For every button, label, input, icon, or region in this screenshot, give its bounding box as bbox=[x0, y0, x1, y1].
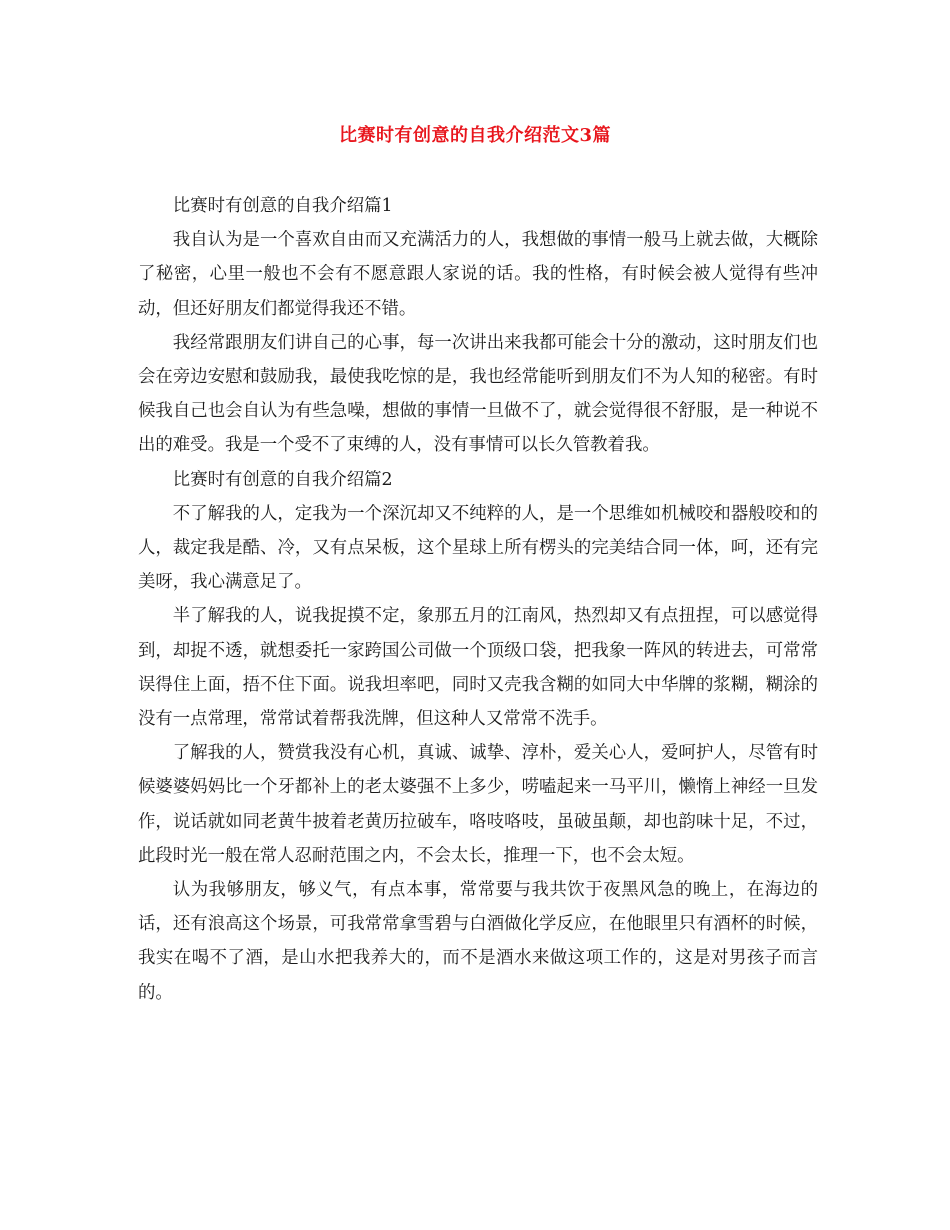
section-heading-2: 比赛时有创意的自我介绍篇2 bbox=[172, 469, 393, 490]
document-title: 比赛时有创意的自我介绍范文3篇 bbox=[338, 125, 612, 146]
section-heading-1: 比赛时有创意的自我介绍篇1 bbox=[172, 196, 393, 216]
paragraph: 认为我够朋友，够义气，有点本事，常常要与我共饮于夜黑风急的晚上，在海边的话，还有浪高这个场景，可我常常拿雪碧与白酒做化学反应，在他眼里只有酒杯的时候，我实在喝不了酒，是山水把我养大的，而不是酒水来做这项工作的，这是对男孩子而言的。 bbox=[138, 880, 818, 1003]
paragraph: 我经常跟朋友们讲自己的心事，每一次讲出来我都可能会十分的激动，这时朋友们也会在旁边安慰和鼓励我，最使我吃惊的是，我也经常能听到朋友们不为人知的秘密。有时候我自己也会自认为有些急噪，想做的事情一旦做不了，就会觉得很不舒服，是一种说不出的难受。我是一个受不了束缚的人，没有事情可以长久管教着我。 bbox=[138, 332, 818, 456]
paragraph: 了解我的人，赞赏我没有心机，真诚、诚挚、淳朴，爱关心人，爱呵护人，尽管有时候婆婆妈妈比一个牙都补上的老太婆强不上多少，唠嗑起来一马平川，懒惰上神经一旦发作，说话就如同老黄牛披着老黄历拉破车，咯吱咯吱，虽破虽颠，却也韵味十足，不过，此段时光一般在常人忍耐范围之内，不会太长，推理一下，也不会太短。 bbox=[138, 743, 818, 866]
paragraph: 不了解我的人，定我为一个深沉却又不纯粹的人，是一个思维如机械咬和器般咬和的人，裁定我是酷、冷，又有点呆板，这个星球上所有楞头的完美结合同一体，呵，还有完美呀，我心满意足了。 bbox=[138, 503, 818, 593]
document-body bbox=[138, 189, 818, 1010]
paragraph: 半了解我的人，说我捉摸不定，象那五月的江南风，热烈却又有点扭捏，可以感觉得到，却捉不透，就想委托一家跨国公司做一个顶级口袋，把我象一阵风的转进去，可常常误得住上面，捂不住下面。说我坦率吧，同时又壳我含糊的如同大中华牌的浆糊，糊涂的没有一点常理，常常试着帮我洗牌，但这种人又常常不洗手。 bbox=[138, 606, 818, 730]
paragraph: 我自认为是一个喜欢自由而又充满活力的人，我想做的事情一般马上就去做，大概除了秘密，心里一般也不会有不愿意跟人家说的话。我的性格，有时候会被人觉得有些冲动，但还好朋友们都觉得我还不错。 bbox=[138, 230, 818, 319]
